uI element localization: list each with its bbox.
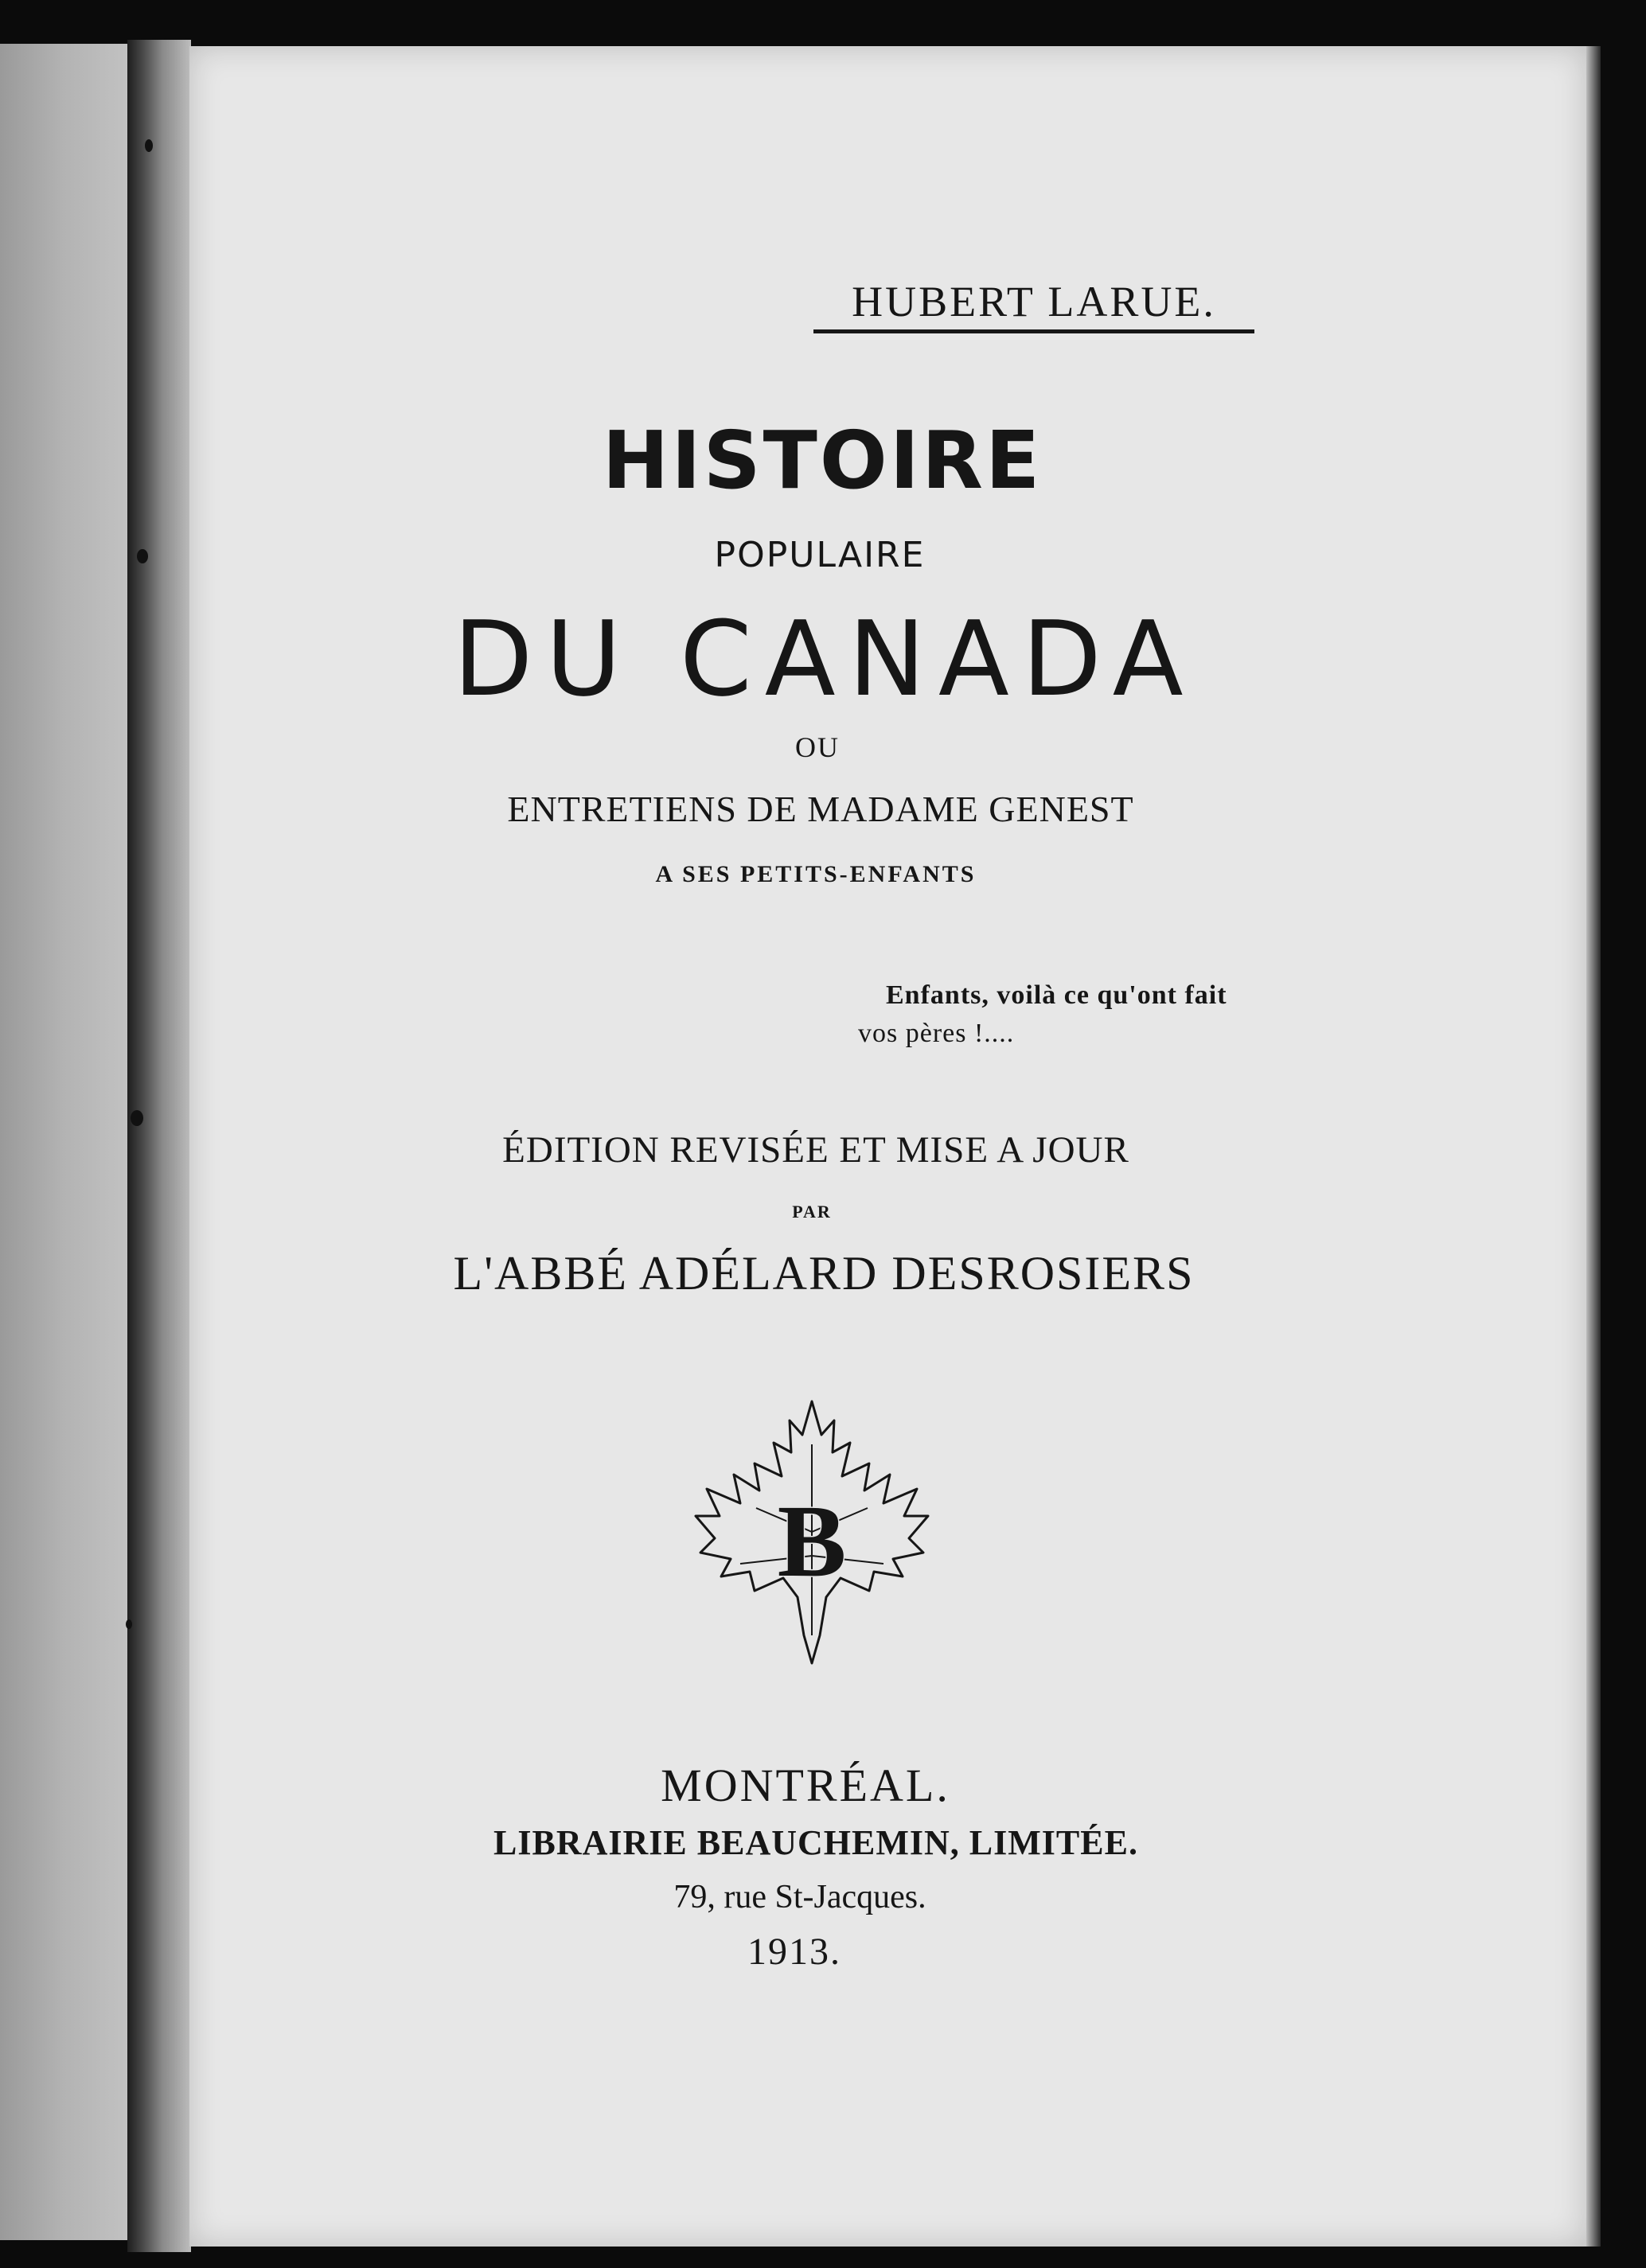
title-populaire: POPULAIRE [714,535,926,575]
edition-statement: ÉDITION REVISÉE ET MISE A JOUR [502,1129,1129,1171]
title-histoire: HISTOIRE [602,414,1043,507]
maple-leaf-monogram-icon [685,1397,939,1667]
subtitle-entretiens: ENTRETIENS DE MADAME GENEST [507,789,1134,829]
edition-by: PAR [792,1202,832,1222]
imprint-year: 1913. [747,1931,841,1973]
epigraph-line-2: vos pères !.... [858,1019,1015,1048]
monogram-letter: B [777,1484,847,1599]
imprint-publisher: LIBRAIRIE BEAUCHEMIN, LIMITÉE. [493,1823,1138,1862]
scan-speck [126,1619,132,1629]
imprint-address: 79, rue St-Jacques. [673,1879,926,1915]
author-name: HUBERT LARUE. [813,277,1254,333]
subtitle-petits-enfants: A SES PETITS-ENFANTS [655,861,977,887]
page-edge-shadow [1586,46,1601,2247]
epigraph-line-1: Enfants, voilà ce qu'ont fait [886,980,1227,1010]
book-spine [127,40,191,2252]
imprint-city: MONTRÉAL. [661,1759,950,1811]
title-du-canada: DU CANADA [453,598,1196,719]
scan-speck [137,549,148,563]
reviser-name: L'ABBÉ ADÉLARD DESROSIERS [453,1247,1195,1300]
scan-speck [145,139,153,152]
scan-speck [131,1110,143,1126]
conjunction-ou: OU [795,731,840,763]
